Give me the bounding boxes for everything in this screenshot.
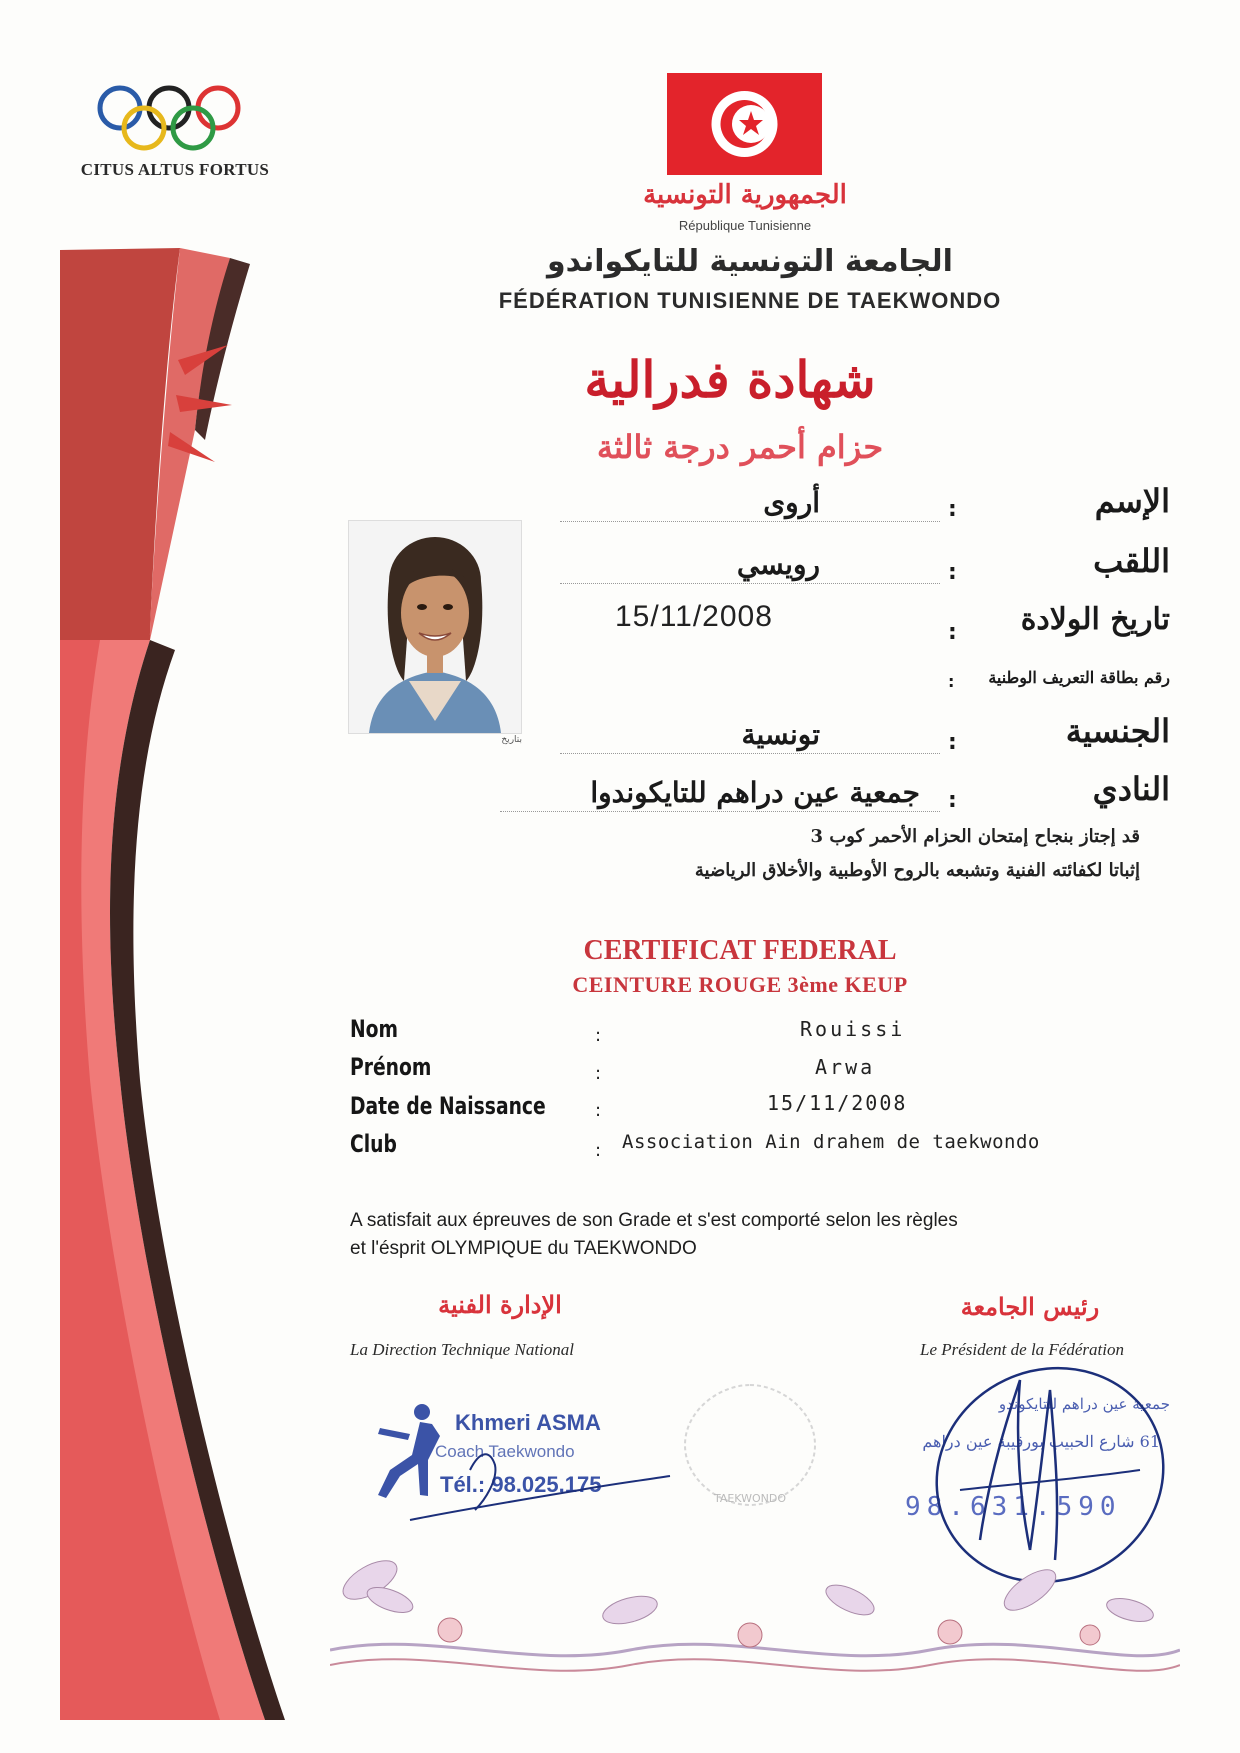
fr-statement-line2: et l'ésprit OLYMPIQUE du TAEKWONDO [350, 1238, 697, 1259]
signature-right-french: Le Président de la Fédération [920, 1340, 1124, 1359]
photo-caption: بتاريخ [501, 735, 522, 745]
fr-colon-3: : [595, 1100, 602, 1121]
fr-label-prenom: Prénom [350, 1053, 432, 1081]
ar-value-nationality: تونسية [741, 718, 820, 751]
coach-signature [400, 1430, 680, 1540]
fr-colon-1: : [595, 1025, 602, 1046]
club-stamp-line2: 61 شارع الحبيب بورقيبة عين دراهم [922, 1432, 1160, 1451]
ar-statement-line1: قد إجتاز بنجاح إمتحان الحزام الأحمر كوب 3 [810, 826, 1140, 847]
ar-colon-4: : [948, 672, 955, 691]
republic-french: République Tunisienne [678, 218, 812, 233]
fr-value-nom: Rouissi [800, 1017, 906, 1041]
ar-colon-3: : [948, 620, 957, 645]
ar-label-firstname: الإسم [1094, 482, 1170, 520]
seal-watermark-text: TAEKWONDO [713, 1492, 787, 1505]
ar-label-lastname: اللقب [1093, 542, 1170, 580]
tunisian-flag-icon [667, 73, 822, 175]
signature-right-arabic: رئيس الجامعة [960, 1292, 1100, 1321]
left-decorative-band [0, 0, 300, 1753]
olympic-rings-icon [92, 78, 252, 158]
coach-stamp-name: Khmeri ASMA [455, 1410, 601, 1435]
ar-statement-line2: إثباتا لكفائته الفنية وتشبعه بالروح الأوطبية والأخلاق الرياضية [694, 860, 1140, 881]
ar-label-nationality: الجنسية [1065, 712, 1170, 750]
certificate-title-french: CERTIFICAT FEDERAL [583, 935, 897, 966]
fr-colon-4: : [595, 1140, 602, 1161]
ar-colon-5: : [948, 730, 957, 755]
ar-value-club: جمعية عين دراهم للتايكوندوا [590, 776, 920, 809]
ar-label-club: النادي [1092, 770, 1170, 808]
student-photo [348, 520, 522, 734]
republic-arabic: الجمهورية التونسية [643, 180, 847, 210]
fr-colon-2: : [595, 1063, 602, 1084]
signature-left-french: La Direction Technique National [350, 1340, 574, 1359]
federation-embossed-seal [680, 1380, 820, 1510]
fr-label-club: Club [350, 1130, 397, 1158]
coach-stamp-role: Coach Taekwondo [435, 1442, 575, 1461]
certificate-title-arabic: شهادة فدرالية [584, 350, 876, 409]
belt-grade-french: CEINTURE ROUGE 3ème KEUP [572, 972, 908, 997]
ar-label-national-id: رقم بطاقة التعريف الوطنية [988, 668, 1170, 687]
club-stamp-line1: جمعية عين دراهم للتايكوندو [998, 1395, 1170, 1413]
ar-dotline-2 [560, 582, 940, 584]
club-stamp-phone: 98.631.590 [905, 1492, 1122, 1522]
floral-border [330, 1540, 1180, 1690]
fr-statement-line1: A satisfait aux épreuves de son Grade et s'est comporté selon les règles [350, 1210, 958, 1231]
ar-colon-6: : [948, 788, 957, 813]
ar-dotline-6 [500, 810, 940, 812]
fr-value-prenom: Arwa [815, 1055, 876, 1079]
fr-label-nom: Nom [350, 1015, 399, 1043]
ar-dotline-5 [560, 752, 940, 754]
coach-stamp-tel: Tél.: 98.025.175 [440, 1472, 602, 1497]
ar-value-lastname: رويسي [736, 548, 820, 581]
ar-value-firstname: أروى [763, 486, 820, 519]
belt-grade-arabic: حزام أحمر درجة ثالثة [596, 428, 884, 466]
federation-french: FÉDÉRATION TUNISIENNE DE TAEKWONDO [498, 288, 1002, 313]
federation-arabic: الجامعة التونسية للتايكواندو [547, 244, 953, 279]
fr-value-birthdate: 15/11/2008 [767, 1091, 908, 1115]
signature-left-arabic: الإدارة الفنية [438, 1290, 562, 1319]
fr-value-club: Association Ain drahem de taekwondo [622, 1131, 1040, 1153]
ar-value-birthdate: 15/11/2008 [615, 600, 773, 633]
ar-colon-1: : [948, 497, 957, 522]
fr-label-birthdate: Date de Naissance [350, 1092, 546, 1120]
ar-label-birthdate: تاريخ الولادة [1020, 602, 1170, 637]
ar-dotline-1 [560, 520, 940, 522]
ar-colon-2: : [948, 560, 957, 585]
olympic-motto: CITUS ALTUS FORTUS [80, 160, 270, 179]
